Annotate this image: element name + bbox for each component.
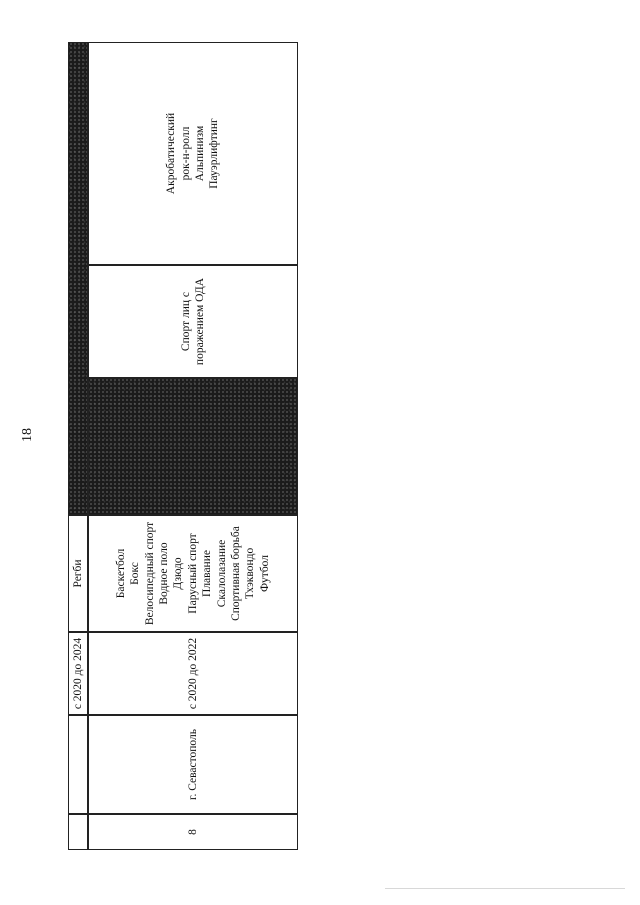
period-header-text: с 2020 до 2024 [71, 637, 84, 710]
city-name: г. Севастополь [186, 729, 199, 800]
row-number-cell [88, 814, 298, 850]
sport-header-text: Регби [71, 559, 84, 588]
page-number [12, 425, 52, 445]
sport-item: Велосипедный спорт [143, 521, 156, 626]
sport-item: Парусный спорт [186, 533, 199, 614]
disabled-sport-item: Альпинизм [194, 125, 206, 182]
city-cell [88, 715, 298, 814]
disabled-sport-item: Акробатический [165, 112, 178, 195]
row-number: 8 [186, 829, 199, 835]
sport-header-cell [68, 515, 88, 632]
sport-item: Водное поло [158, 542, 171, 605]
sports-list-cell [88, 515, 298, 632]
period-cell [88, 632, 298, 715]
sport-item: Спортивная борьба [229, 526, 242, 621]
disabled-category-line: поражением ОДА [194, 277, 206, 366]
period-header-cell [68, 632, 88, 715]
disabled-sports-list [164, 113, 222, 194]
sport-item: Дзюдо [172, 557, 185, 590]
period-value: с 2020 до 2022 [186, 637, 199, 710]
dark-block [88, 378, 298, 515]
scan-edge-line [385, 888, 625, 889]
disabled-sports-cell [88, 42, 298, 265]
disabled-category [179, 278, 208, 365]
sport-item: Плавание [201, 550, 214, 597]
sport-item: Тхэквондо [244, 547, 257, 600]
document-table [68, 42, 298, 850]
number-header-cell [68, 814, 88, 850]
disabled-sport-item: Пауэрлифтинг [208, 118, 221, 189]
sport-item: Футбол [258, 554, 271, 593]
disabled-category-line: Спорт лиц с [179, 291, 192, 352]
page-number-text: 18 [20, 428, 35, 442]
sport-item: Скалолазание [215, 539, 228, 608]
disabled-category-cell [88, 265, 298, 378]
sport-item: Бокс [129, 562, 142, 585]
disabled-sport-item: рок-н-ролл [179, 126, 192, 181]
dark-header-strip [68, 42, 88, 515]
city-header-cell [68, 715, 88, 814]
sports-list [114, 522, 272, 625]
sport-item: Баскетбол [114, 548, 127, 599]
